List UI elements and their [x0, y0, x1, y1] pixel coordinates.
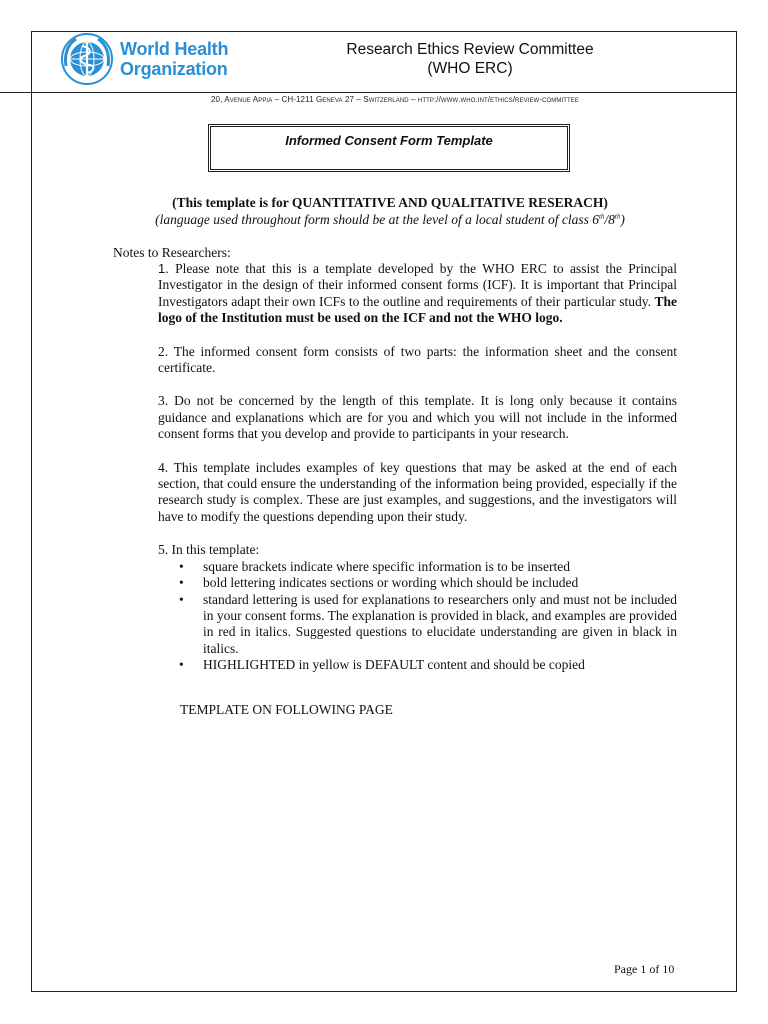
- bullet-icon: •: [179, 575, 184, 591]
- list-item: [158, 592, 677, 658]
- list-item-text: standard lettering is used for explanations to researchers only and must not be included in your consent forms. The explanation is provided in black, and examples are provided in red in italics. Suggested questions to elucidate understanding are given in black in italics.: [203, 591, 677, 656]
- document-title-box: [208, 124, 570, 172]
- language-note-text: (language used throughout form should be at the level of a local student of class 6: [155, 212, 599, 227]
- committee-heading: [320, 40, 620, 78]
- sup-th-2: th: [614, 212, 621, 221]
- header-rule: [31, 92, 737, 93]
- note-5-intro: 5. In this template:: [158, 542, 260, 558]
- list-item-text: square brackets indicate where specific information is to be inserted: [203, 558, 570, 574]
- scope-bold-line: (This template is for QUANTITATIVE AND QUALITATIVE RESERACH): [172, 195, 608, 210]
- template-conventions-list: [158, 559, 677, 674]
- note-3: 3. Do not be concerned by the length of this template. It is long only because it contains guidance and explanations which are for you and which you will not include in the informed consent forms that you develop and provide to participants in your research.: [158, 393, 677, 442]
- note-1: [158, 261, 677, 327]
- list-item: [158, 575, 677, 591]
- note-1-text: Please note that this is a template developed by the WHO ERC to assist the Principal Investigator in the design of their informed consent forms (ICF). It is important that Principal Investigators adapt their own ICFs to the outline and requirements of their particular study.: [158, 261, 677, 309]
- logo-line-1: World Health: [120, 39, 229, 59]
- template-following-note: TEMPLATE ON FOLLOWING PAGE: [180, 702, 393, 717]
- who-logo: [60, 33, 228, 85]
- sup-th-1: th: [598, 212, 605, 221]
- document-title: Informed Consent Form Template: [285, 133, 493, 148]
- note-2: 2. The informed consent form consists of two parts: the information sheet and the consent certificate.: [158, 343, 677, 376]
- notes-list: [158, 261, 677, 674]
- page-number: Page 1 of 10: [614, 962, 675, 976]
- scope-language-note: [110, 212, 670, 228]
- language-note-end: ): [620, 212, 625, 227]
- note-1-bold: The logo of the Institution must be used on the ICF and not the WHO logo.: [158, 293, 677, 326]
- logo-line-2: Organization: [120, 59, 228, 79]
- bullet-icon: •: [179, 558, 184, 574]
- language-note-slash: /8: [604, 212, 615, 227]
- note-5: [158, 542, 677, 673]
- address-line: 20, Avenue Appia – CH-1211 Geneva 27 – Switzerland – http://www.who.int/ethics/review-committee: [211, 95, 579, 104]
- notes-label: Notes to Researchers:: [113, 245, 231, 260]
- list-item: [158, 559, 677, 575]
- committee-line-1: Research Ethics Review Committee: [346, 41, 594, 58]
- who-emblem-icon: [60, 32, 114, 86]
- margin-rule: [0, 92, 32, 93]
- bullet-icon: •: [179, 591, 184, 607]
- note-1-number: 1.: [158, 261, 169, 276]
- logo-wordmark: [120, 39, 228, 79]
- bullet-icon: •: [179, 657, 184, 673]
- template-scope: [110, 195, 670, 228]
- committee-line-2: (WHO ERC): [427, 60, 513, 77]
- list-item: [158, 657, 677, 673]
- list-item-text: bold lettering indicates sections or wording which should be included: [203, 575, 579, 591]
- list-item-text: HIGHLIGHTED in yellow is DEFAULT content and should be copied: [203, 657, 585, 673]
- note-4: 4. This template includes examples of key questions that may be asked at the end of each section, that could ensure the understanding of the information being provided, especially if the research study is complex. These are just examples, and suggestions, and the investigators will have to modify the questions depending upon their study.: [158, 459, 677, 524]
